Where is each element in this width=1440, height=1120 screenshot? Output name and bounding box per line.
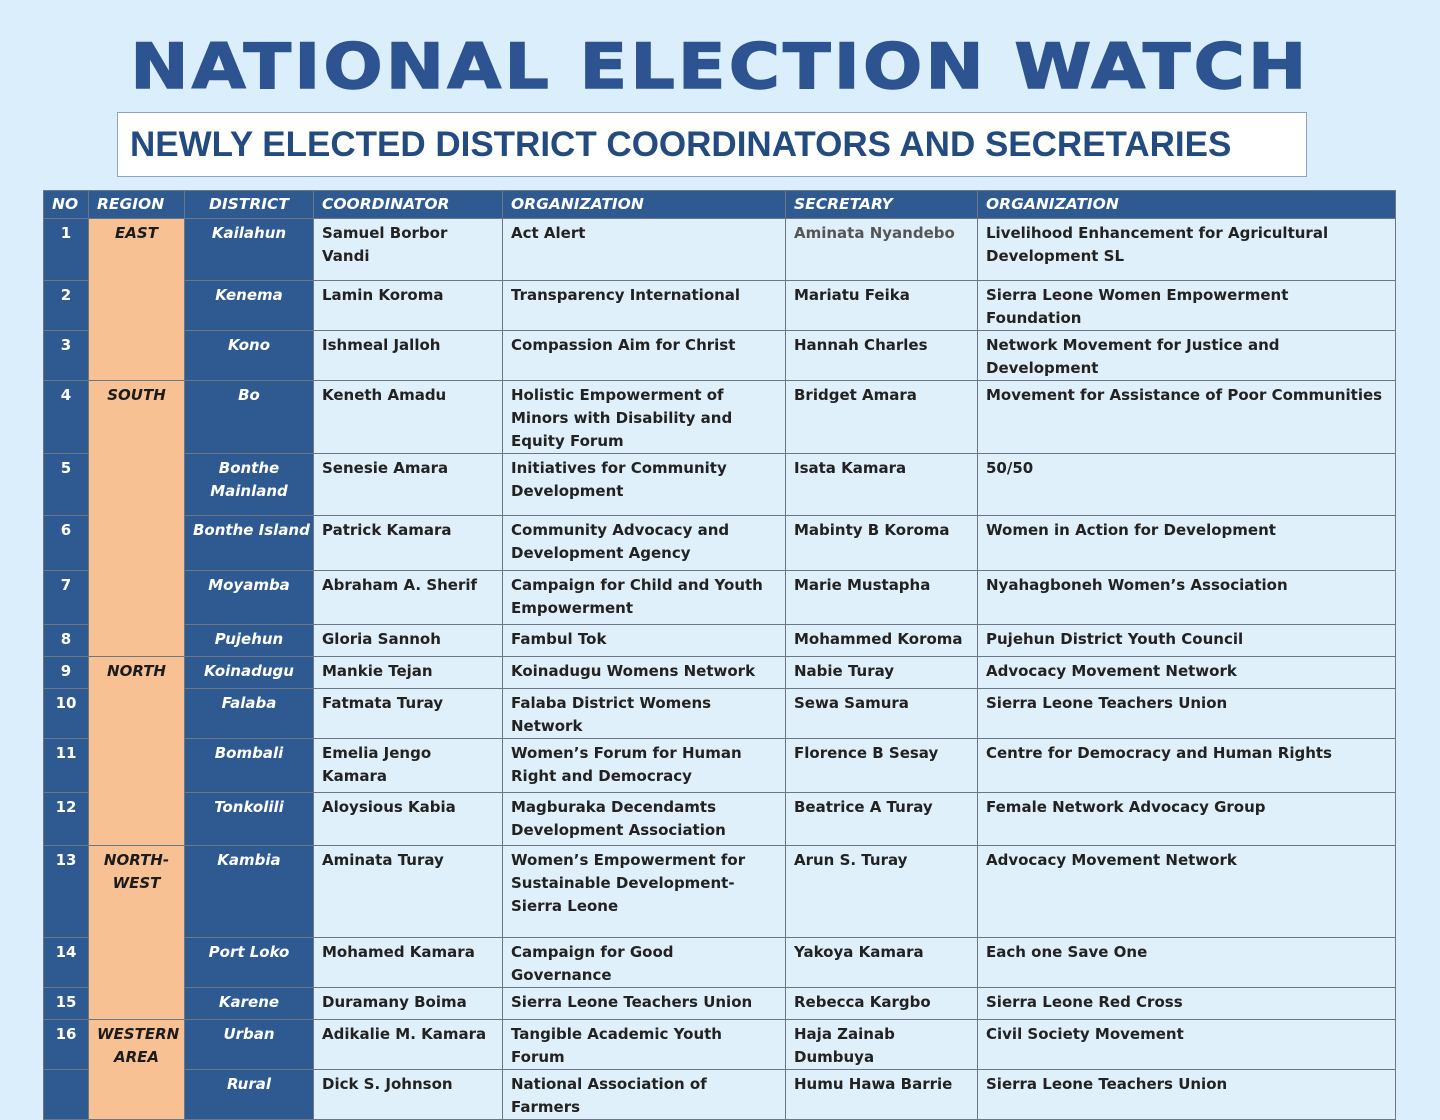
coordinator-org-cell: Holistic Empowerment of Minors with Disability and Equity Forum [503,381,786,454]
page-subtitle: NEWLY ELECTED DISTRICT COORDINATORS AND SECRETARIES [130,125,1232,164]
coordinator-org-cell: Initiatives for Community Development [503,454,786,516]
coordinator-cell: Senesie Amara [314,454,503,516]
secretary-cell: Aminata Nyandebo [786,219,978,281]
coordinator-org-cell: Transparency International [503,281,786,331]
region-cell: EAST [89,219,185,381]
secretary-org-cell: Sierra Leone Red Cross [978,988,1396,1020]
district-cell: Kailahun [185,219,314,281]
district-cell: Bonthe Mainland [185,454,314,516]
coordinator-org-cell: Magburaka Decendamts Development Association [503,793,786,846]
coordinator-cell: Emelia Jengo Kamara [314,739,503,793]
district-cell: Rural [185,1070,314,1120]
row-number: 2 [44,281,89,331]
coordinator-org-cell: Campaign for Good Governance [503,938,786,988]
table-row [44,281,1396,331]
coordinator-cell: Mohamed Kamara [314,938,503,988]
district-cell: Tonkolili [185,793,314,846]
coordinator-cell: Fatmata Turay [314,689,503,739]
district-cell: Karene [185,988,314,1020]
secretary-cell: Marie Mustapha [786,571,978,625]
district-cell: Urban [185,1020,314,1070]
coordinator-cell: Abraham A. Sherif [314,571,503,625]
table-row [44,739,1396,793]
header-secretary: SECRETARY [786,191,978,219]
table-row [44,516,1396,571]
row-number: 6 [44,516,89,571]
secretary-org-cell: Centre for Democracy and Human Rights [978,739,1396,793]
secretary-cell: Yakoya Kamara [786,938,978,988]
secretary-cell: Mohammed Koroma [786,625,978,657]
row-number: 7 [44,571,89,625]
row-number: 16 [44,1020,89,1070]
header-coordinator: COORDINATOR [314,191,503,219]
coordinator-org-cell: Tangible Academic Youth Forum [503,1020,786,1070]
district-cell: Falaba [185,689,314,739]
table-row [44,846,1396,938]
secretary-cell: Florence B Sesay [786,739,978,793]
secretary-cell: Arun S. Turay [786,846,978,938]
region-cell: NORTH- WEST [89,846,185,1020]
district-cell: Kono [185,331,314,381]
row-number: 3 [44,331,89,381]
row-number: 9 [44,657,89,689]
table-header-row [44,191,1396,219]
coordinator-org-cell: Falaba District Womens Network [503,689,786,739]
coordinator-org-cell: Compassion Aim for Christ [503,331,786,381]
row-number: 14 [44,938,89,988]
row-number [44,1070,89,1120]
secretary-cell: Bridget Amara [786,381,978,454]
district-cell: Pujehun [185,625,314,657]
district-cell: Kenema [185,281,314,331]
row-number: 13 [44,846,89,938]
secretary-cell: Beatrice A Turay [786,793,978,846]
coordinator-cell: Adikalie M. Kamara [314,1020,503,1070]
secretary-org-cell: 50/50 [978,454,1396,516]
secretary-cell: Sewa Samura [786,689,978,739]
coordinator-org-cell: Campaign for Child and Youth Empowerment [503,571,786,625]
region-cell: WESTERN AREA [89,1020,185,1120]
secretary-org-cell: Female Network Advocacy Group [978,793,1396,846]
coordinator-cell: Aloysious Kabia [314,793,503,846]
table-row [44,1020,1396,1070]
district-cell: Koinadugu [185,657,314,689]
row-number: 8 [44,625,89,657]
row-number: 12 [44,793,89,846]
secretary-org-cell: Movement for Assistance of Poor Communities [978,381,1396,454]
table-row [44,454,1396,516]
table-row [44,625,1396,657]
row-number: 11 [44,739,89,793]
subtitle-box [117,112,1307,177]
coordinator-cell: Samuel Borbor Vandi [314,219,503,281]
secretary-org-cell: Network Movement for Justice and Development [978,331,1396,381]
table-row [44,793,1396,846]
district-cell: Bombali [185,739,314,793]
secretary-org-cell: Each one Save One [978,938,1396,988]
header-sec-organization: ORGANIZATION [978,191,1396,219]
coordinator-org-cell: Fambul Tok [503,625,786,657]
table-row [44,938,1396,988]
secretary-cell: Mariatu Feika [786,281,978,331]
secretary-org-cell: Pujehun District Youth Council [978,625,1396,657]
coordinator-cell: Duramany Boima [314,988,503,1020]
table-row [44,1070,1396,1120]
coordinator-cell: Gloria Sannoh [314,625,503,657]
row-number: 10 [44,689,89,739]
coordinator-cell: Mankie Tejan [314,657,503,689]
coordinator-org-cell: National Association of Farmers [503,1070,786,1120]
district-cell: Port Loko [185,938,314,988]
header-no: NO [44,191,89,219]
table-row [44,657,1396,689]
table-row [44,988,1396,1020]
coordinator-org-cell: Sierra Leone Teachers Union [503,988,786,1020]
secretary-cell: Rebecca Kargbo [786,988,978,1020]
coordinator-org-cell: Women’s Forum for Human Right and Democracy [503,739,786,793]
secretary-org-cell: Sierra Leone Teachers Union [978,1070,1396,1120]
table-row [44,381,1396,454]
header-district: DISTRICT [185,191,314,219]
coordinator-cell: Ishmeal Jalloh [314,331,503,381]
page-title: NATIONAL ELECTION WATCH [130,30,1310,103]
table-row [44,571,1396,625]
secretary-cell: Nabie Turay [786,657,978,689]
table-row [44,219,1396,281]
row-number: 15 [44,988,89,1020]
coordinator-org-cell: Community Advocacy and Development Agency [503,516,786,571]
secretary-org-cell: Sierra Leone Women Empowerment Foundation [978,281,1396,331]
coordinator-cell: Dick S. Johnson [314,1070,503,1120]
coordinators-table [43,190,1396,1120]
coordinator-org-cell: Koinadugu Womens Network [503,657,786,689]
header-coord-organization: ORGANIZATION [503,191,786,219]
header-region: REGION [89,191,185,219]
secretary-org-cell: Women in Action for Development [978,516,1396,571]
secretary-org-cell: Advocacy Movement Network [978,846,1396,938]
region-cell: NORTH [89,657,185,846]
district-cell: Moyamba [185,571,314,625]
secretary-org-cell: Nyahagboneh Women’s Association [978,571,1396,625]
secretary-cell: Isata Kamara [786,454,978,516]
secretary-cell: Hannah Charles [786,331,978,381]
secretary-cell: Haja Zainab Dumbuya [786,1020,978,1070]
row-number: 5 [44,454,89,516]
coordinator-cell: Lamin Koroma [314,281,503,331]
district-cell: Bonthe Island [185,516,314,571]
secretary-cell: Humu Hawa Barrie [786,1070,978,1120]
row-number: 1 [44,219,89,281]
secretary-org-cell: Sierra Leone Teachers Union [978,689,1396,739]
coordinator-cell: Patrick Kamara [314,516,503,571]
district-cell: Kambia [185,846,314,938]
coordinator-org-cell: Women’s Empowerment for Sustainable Development-Sierra Leone [503,846,786,938]
secretary-org-cell: Livelihood Enhancement for Agricultural Development SL [978,219,1396,281]
table-row [44,689,1396,739]
table-row [44,331,1396,381]
coordinator-org-cell: Act Alert [503,219,786,281]
row-number: 4 [44,381,89,454]
secretary-org-cell: Advocacy Movement Network [978,657,1396,689]
coordinator-cell: Aminata Turay [314,846,503,938]
secretary-cell: Mabinty B Koroma [786,516,978,571]
coordinator-cell: Keneth Amadu [314,381,503,454]
secretary-org-cell: Civil Society Movement [978,1020,1396,1070]
district-cell: Bo [185,381,314,454]
region-cell: SOUTH [89,381,185,657]
